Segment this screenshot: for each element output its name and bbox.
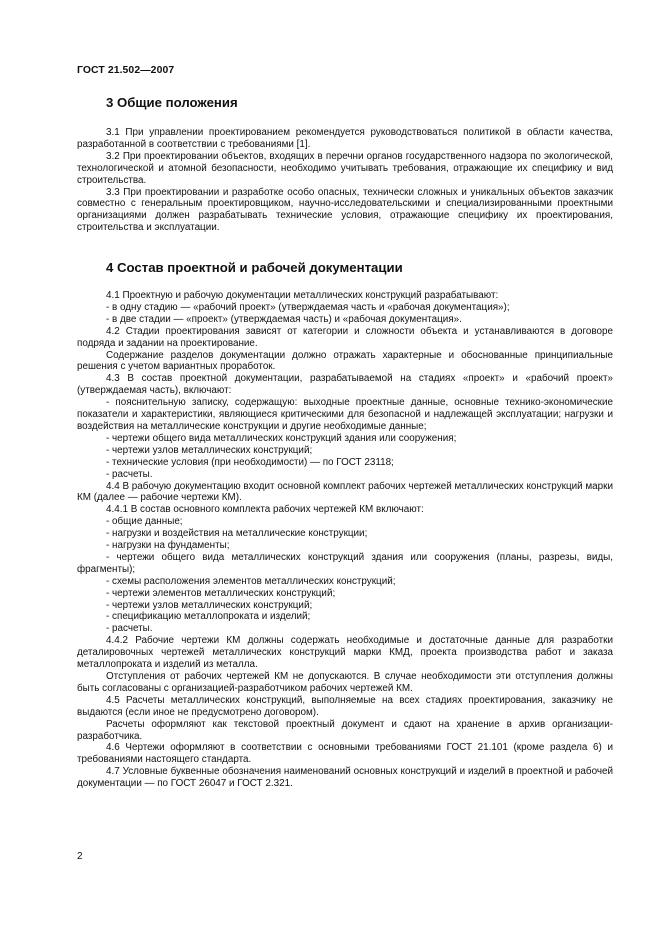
paragraph: Содержание разделов документации должно отражать характерные и обоснованные принципиальные решения с учетом вариантных проработок. bbox=[77, 349, 613, 373]
section-4-body bbox=[77, 290, 613, 790]
page-number: 2 bbox=[77, 851, 83, 862]
paragraph: 4.4 В рабочую документацию входит основной комплект рабочих чертежей металлических конструкций марки КМ (далее — рабочие чертежи КМ). bbox=[77, 480, 613, 504]
list-item: - в две стадии — «проект» (утверждаемая часть) и «рабочая документация». bbox=[106, 313, 462, 325]
paragraph: 3.3 При проектировании и разработке особо опасных, технически сложных и уникальных объектов заказчик совместно с генеральным проектировщиком, научно-исследовательскими и специализированными проектными организациями должен разрабатывать технические условия, отражающие специфику их проектирования, строительства и эксплуатации. bbox=[77, 186, 613, 234]
document-header: ГОСТ 21.502—2007 bbox=[77, 65, 175, 76]
section-4-title: 4 Состав проектной и рабочей документации bbox=[106, 260, 403, 275]
paragraph: 4.4.1 В состав основного комплекта рабочих чертежей КМ включают: bbox=[106, 504, 424, 516]
paragraph: 4.2 Стадии проектирования зависят от категории и сложности объекта и устанавливаются в договоре подряда и задании на проектирование. bbox=[77, 325, 613, 349]
list-item: - чертежи общего вида металлических конструкций здания или сооружения; bbox=[106, 432, 457, 444]
list-item: - нагрузки на фундаменты; bbox=[106, 540, 230, 552]
list-item: - расчеты. bbox=[106, 468, 153, 480]
list-item: - чертежи узлов металлических конструкций; bbox=[106, 444, 313, 456]
list-item: - пояснительную записку, содержащую: выходные проектные данные, основные технико-экономические показатели и характеристики, являющиеся критическими для безопасной и надлежащей эксплуатации; нагрузки и воздействия на металлические конструкции и другие необходимые данные; bbox=[77, 397, 613, 432]
paragraph: 4.4.2 Рабочие чертежи КМ должны содержать необходимые и достаточные данные для разработки деталировочных чертежей металлических конструкций марки КМД, проекта производства работ и заказа металлопроката и изделий из металла. bbox=[77, 635, 613, 671]
paragraph: Отступления от рабочих чертежей КМ не допускаются. В случае необходимости эти отступления должны быть согласованы с организацией-разработчиком рабочих чертежей КМ. bbox=[77, 671, 613, 694]
paragraph: 3.1 При управлении проектированием рекомендуется руководствоваться политикой в области качества, разработанной в соответствии с требованиями [1]. bbox=[77, 127, 613, 150]
section-3-body bbox=[77, 127, 613, 234]
paragraph: Расчеты оформляют как текстовой проектный документ и сдают на хранение в архив организации-разработчика. bbox=[77, 718, 613, 742]
paragraph: 3.2 При проектировании объектов, входящих в перечни органов государственного надзора по экологической, технологической и атомной безопасности, необходимо учитывать требования, отражающие их специфику и вид строительства. bbox=[77, 150, 613, 186]
paragraph: 4.6 Чертежи оформляют в соответствии с основными требованиями ГОСТ 21.101 (кроме раздела 6) и требованиями настоящего стандарта. bbox=[77, 742, 613, 766]
paragraph: 4.5 Расчеты металлических конструкций, выполняемые на всех стадиях проектирования, заказчику не выдаются (если иное не предусмотрено договором). bbox=[77, 694, 613, 718]
list-item: - чертежи общего вида металлических конструкций здания или сооружения (планы, разрезы, виды, фрагменты); bbox=[77, 551, 613, 575]
list-item: - спецификацию металлопроката и изделий; bbox=[106, 611, 311, 623]
list-item: - схемы расположения элементов металлических конструкций; bbox=[106, 575, 396, 587]
list-item: - чертежи элементов металлических конструкций; bbox=[106, 587, 336, 599]
list-item: - общие данные; bbox=[106, 516, 183, 528]
paragraph: 4.1 Проектную и рабочую документации металлических конструкций разрабатывают: bbox=[106, 290, 499, 301]
paragraph: 4.7 Условные буквенные обозначения наименований основных конструкций и изделий в проектной и рабочей документации — по ГОСТ 26047 и ГОСТ 2.321. bbox=[77, 766, 613, 790]
paragraph: 4.3 В состав проектной документации, разрабатываемой на стадиях «проект» и «рабочий проект» (утверждаемая часть), включают: bbox=[77, 373, 613, 397]
list-item: - расчеты. bbox=[106, 623, 153, 635]
list-item: - чертежи узлов металлических конструкций; bbox=[106, 599, 313, 611]
list-item: - в одну стадию — «рабочий проект» (утверждаемая часть и «рабочая документация»); bbox=[106, 301, 510, 313]
list-item: - технические условия (при необходимости) — по ГОСТ 23118; bbox=[106, 456, 394, 468]
list-item: - нагрузки и воздействия на металлические конструкции; bbox=[106, 528, 368, 540]
section-3-title: 3 Общие положения bbox=[106, 95, 238, 110]
